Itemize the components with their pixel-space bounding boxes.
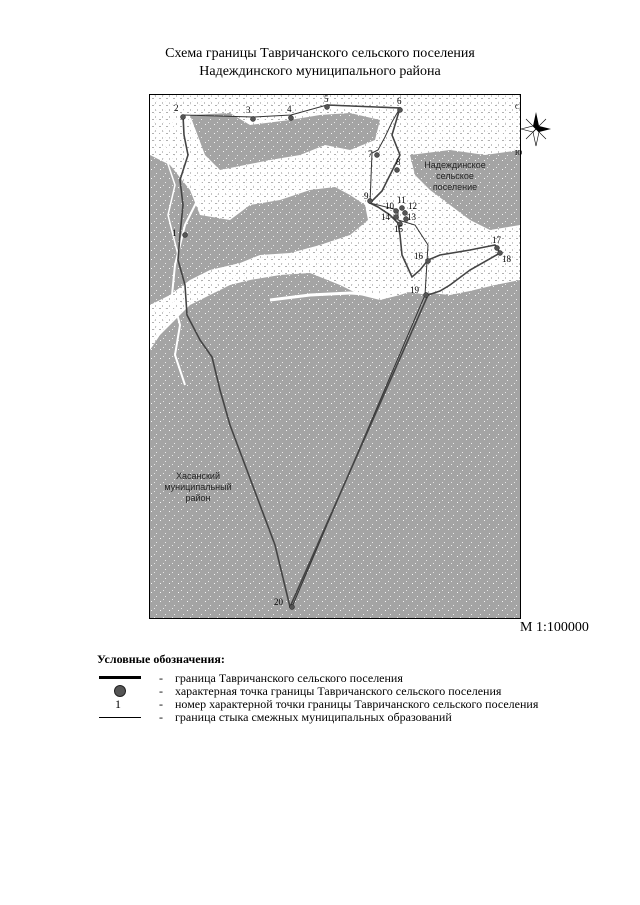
point-number: 18 xyxy=(502,254,511,264)
point-number: 1 xyxy=(172,228,177,238)
point-16 xyxy=(426,259,431,264)
map-canvas[interactable] xyxy=(150,94,523,618)
point-number: 16 xyxy=(414,251,423,261)
legend-dash: - xyxy=(159,671,163,685)
point-number: 15 xyxy=(394,224,403,234)
point-number: 8 xyxy=(396,157,401,167)
thick-line-icon xyxy=(99,676,141,679)
point-20 xyxy=(290,605,295,610)
point-number: 4 xyxy=(287,104,292,114)
point-8 xyxy=(395,168,400,173)
legend-dash: - xyxy=(159,697,163,711)
region-label-khasansky-1: Хасанский xyxy=(176,471,220,481)
compass-north-label: С xyxy=(515,103,520,111)
map-frame[interactable] xyxy=(149,94,521,619)
point-number: 13 xyxy=(407,212,416,222)
point-17 xyxy=(495,246,500,251)
point-5 xyxy=(325,105,330,110)
point-11 xyxy=(400,206,405,211)
legend-item-number xyxy=(97,697,539,711)
legend-item-boundary xyxy=(97,671,403,685)
legend-title: Условные обозначения: xyxy=(97,652,225,666)
legend-dash: - xyxy=(159,710,163,724)
point-number: 20 xyxy=(274,597,283,607)
point-number: 14 xyxy=(381,212,390,222)
point-number: 10 xyxy=(385,201,394,211)
point-number: 17 xyxy=(492,235,501,245)
point-7 xyxy=(375,153,380,158)
point-number: 19 xyxy=(410,285,419,295)
legend-dash: - xyxy=(159,684,163,698)
region-label-nadezhdinsky-3: поселение xyxy=(432,182,478,192)
legend-text: характерная точка границы Тавричанского сельского поселения xyxy=(175,684,502,698)
legend-text: номер характерной точки границы Тавричанского сельского поселения xyxy=(175,697,539,711)
point-number: 6 xyxy=(397,96,402,106)
point-number: 2 xyxy=(174,103,179,113)
compass-icon xyxy=(521,112,551,146)
point-3 xyxy=(251,117,256,122)
legend xyxy=(97,652,539,724)
point-number: 9 xyxy=(364,191,369,201)
legend-number: 1 xyxy=(115,697,121,711)
title-line-2: Надеждинского муниципального района xyxy=(199,64,441,79)
point-2 xyxy=(181,115,186,120)
point-number: 11 xyxy=(397,195,406,205)
point-number: 7 xyxy=(368,149,373,159)
legend-item-junction xyxy=(97,710,452,724)
legend-text: граница Тавричанского сельского поселения xyxy=(175,671,403,685)
point-number: 5 xyxy=(324,94,329,104)
map-scale: М 1:100000 xyxy=(520,620,589,635)
point-6 xyxy=(398,108,403,113)
point-10 xyxy=(394,209,399,214)
point-14 xyxy=(394,215,399,220)
legend-item-point xyxy=(97,684,502,698)
compass-south-label: Ю xyxy=(515,149,523,157)
region-label-khasansky-2: муниципальный xyxy=(164,482,232,492)
point-19 xyxy=(424,293,429,298)
region-label-nadezhdinsky-2: сельское xyxy=(436,171,474,181)
point-4 xyxy=(289,116,294,121)
dot-icon xyxy=(114,685,126,697)
legend-text: граница стыка смежных муниципальных образований xyxy=(175,710,452,724)
title-line-1: Схема границы Тавричанского сельского поселения xyxy=(165,46,475,61)
map-title xyxy=(0,45,640,81)
point-number: 3 xyxy=(246,105,251,115)
region-label-nadezhdinsky-1: Надеждинское xyxy=(424,160,486,170)
point-1 xyxy=(183,233,188,238)
thin-line-icon xyxy=(99,717,141,718)
region-label-khasansky-3: район xyxy=(185,493,211,503)
point-number: 12 xyxy=(408,201,417,211)
